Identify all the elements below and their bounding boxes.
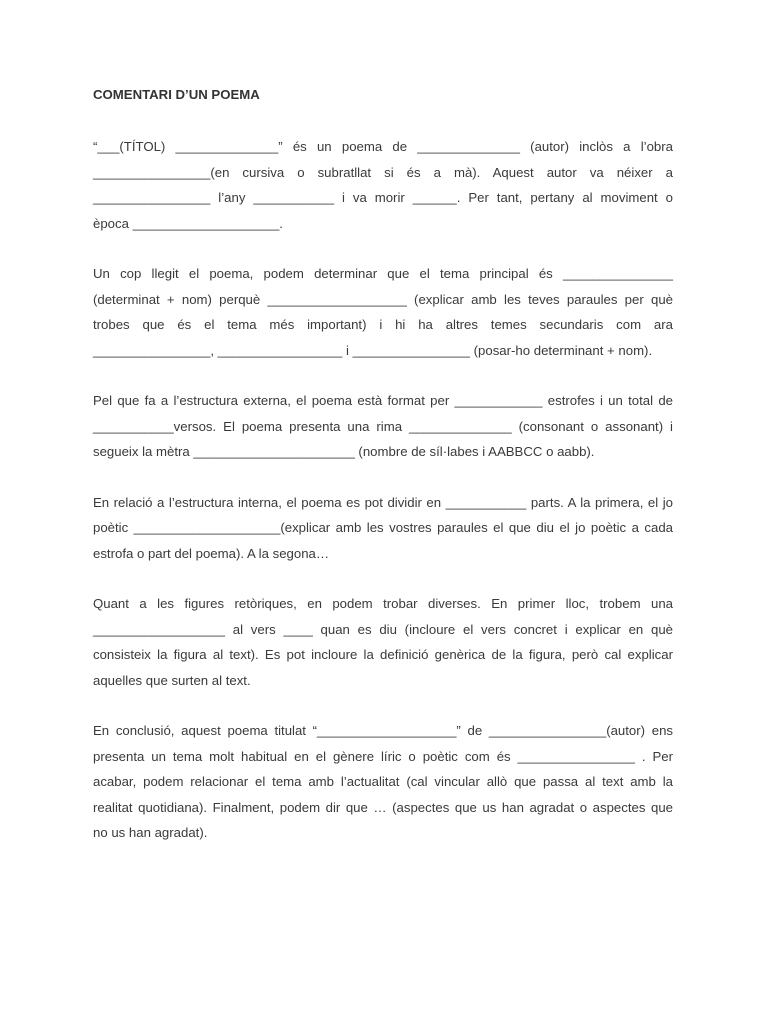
text-line: estrofa o part del poema). A la segona…	[93, 545, 330, 561]
text-line: ________________(en cursiva o subratllat si és a mà). Aquest autor va néixer a	[93, 164, 673, 180]
text-line: poètic ____________________(explicar amb les vostres paraules el que diu el jo poètic a cada	[93, 520, 673, 535]
text-line: __________________ al vers ____ quan es diu (incloure el vers concret i explicar en què	[93, 621, 673, 637]
text-line: aquelles que surten al text.	[93, 672, 251, 688]
paragraph-rhetorical-figures	[93, 591, 673, 693]
document-page	[93, 84, 673, 871]
text-line: realitat quotidiana). Finalment, podem dir que … (aspectes que us han agradat o aspectes que	[93, 799, 673, 815]
text-line: Un cop llegit el poema, podem determinar que el tema principal és _______________	[93, 266, 673, 281]
text-line: En conclusió, aquest poema titulat “___________________” de ________________(autor) ens	[93, 723, 673, 738]
paragraph-theme	[93, 261, 673, 363]
text-line: (determinat + nom) perquè ___________________ (explicar amb les teves paraules per què	[93, 291, 673, 307]
text-line: acabar, podem relacionar el tema amb l’actualitat (cal vincular allò que passa al text amb la	[93, 774, 673, 789]
document-title: COMENTARI D’UN POEMA	[93, 87, 260, 102]
text-line: no us han agradat).	[93, 825, 208, 840]
paragraph-intro	[93, 134, 673, 236]
paragraph-internal-structure	[93, 490, 673, 567]
paragraph-conclusion	[93, 718, 673, 846]
text-line: ________________, _________________ i ________________ (posar-ho determinant + nom).	[93, 342, 653, 358]
text-line: Quant a les figures retòriques, en podem trobar diverses. En primer lloc, trobem una	[93, 596, 673, 611]
text-line: ________________ l’any ___________ i va morir ______. Per tant, pertany al moviment o	[93, 190, 673, 205]
text-line: consisteix la figura al text). Es pot incloure la definició genèrica de la figura, però cal explicar	[93, 647, 673, 662]
text-line: segueix la mètra ______________________ (nombre de síl·labes i AABBCC o aabb).	[93, 444, 595, 459]
text-line: època ____________________.	[93, 215, 283, 231]
text-line: trobes que és el tema més important) i hi ha altres temes secundaris com ara	[93, 317, 673, 332]
text-line: Pel que fa a l’estructura externa, el poema està format per ____________ estrofes i un total de	[93, 393, 673, 408]
text-line: “___(TÍTOL) ______________” és un poema de ______________ (autor) inclòs a l’obra	[93, 139, 673, 154]
text-line: ___________versos. El poema presenta una rima ______________ (consonant o assonant) i	[93, 418, 673, 434]
text-line: presenta un tema molt habitual en el gènere líric o poètic com és ________________ . Per	[93, 748, 673, 764]
paragraph-external-structure	[93, 388, 673, 465]
text-line: En relació a l’estructura interna, el poema es pot dividir en ___________ parts. A la primera, el jo	[93, 494, 673, 510]
